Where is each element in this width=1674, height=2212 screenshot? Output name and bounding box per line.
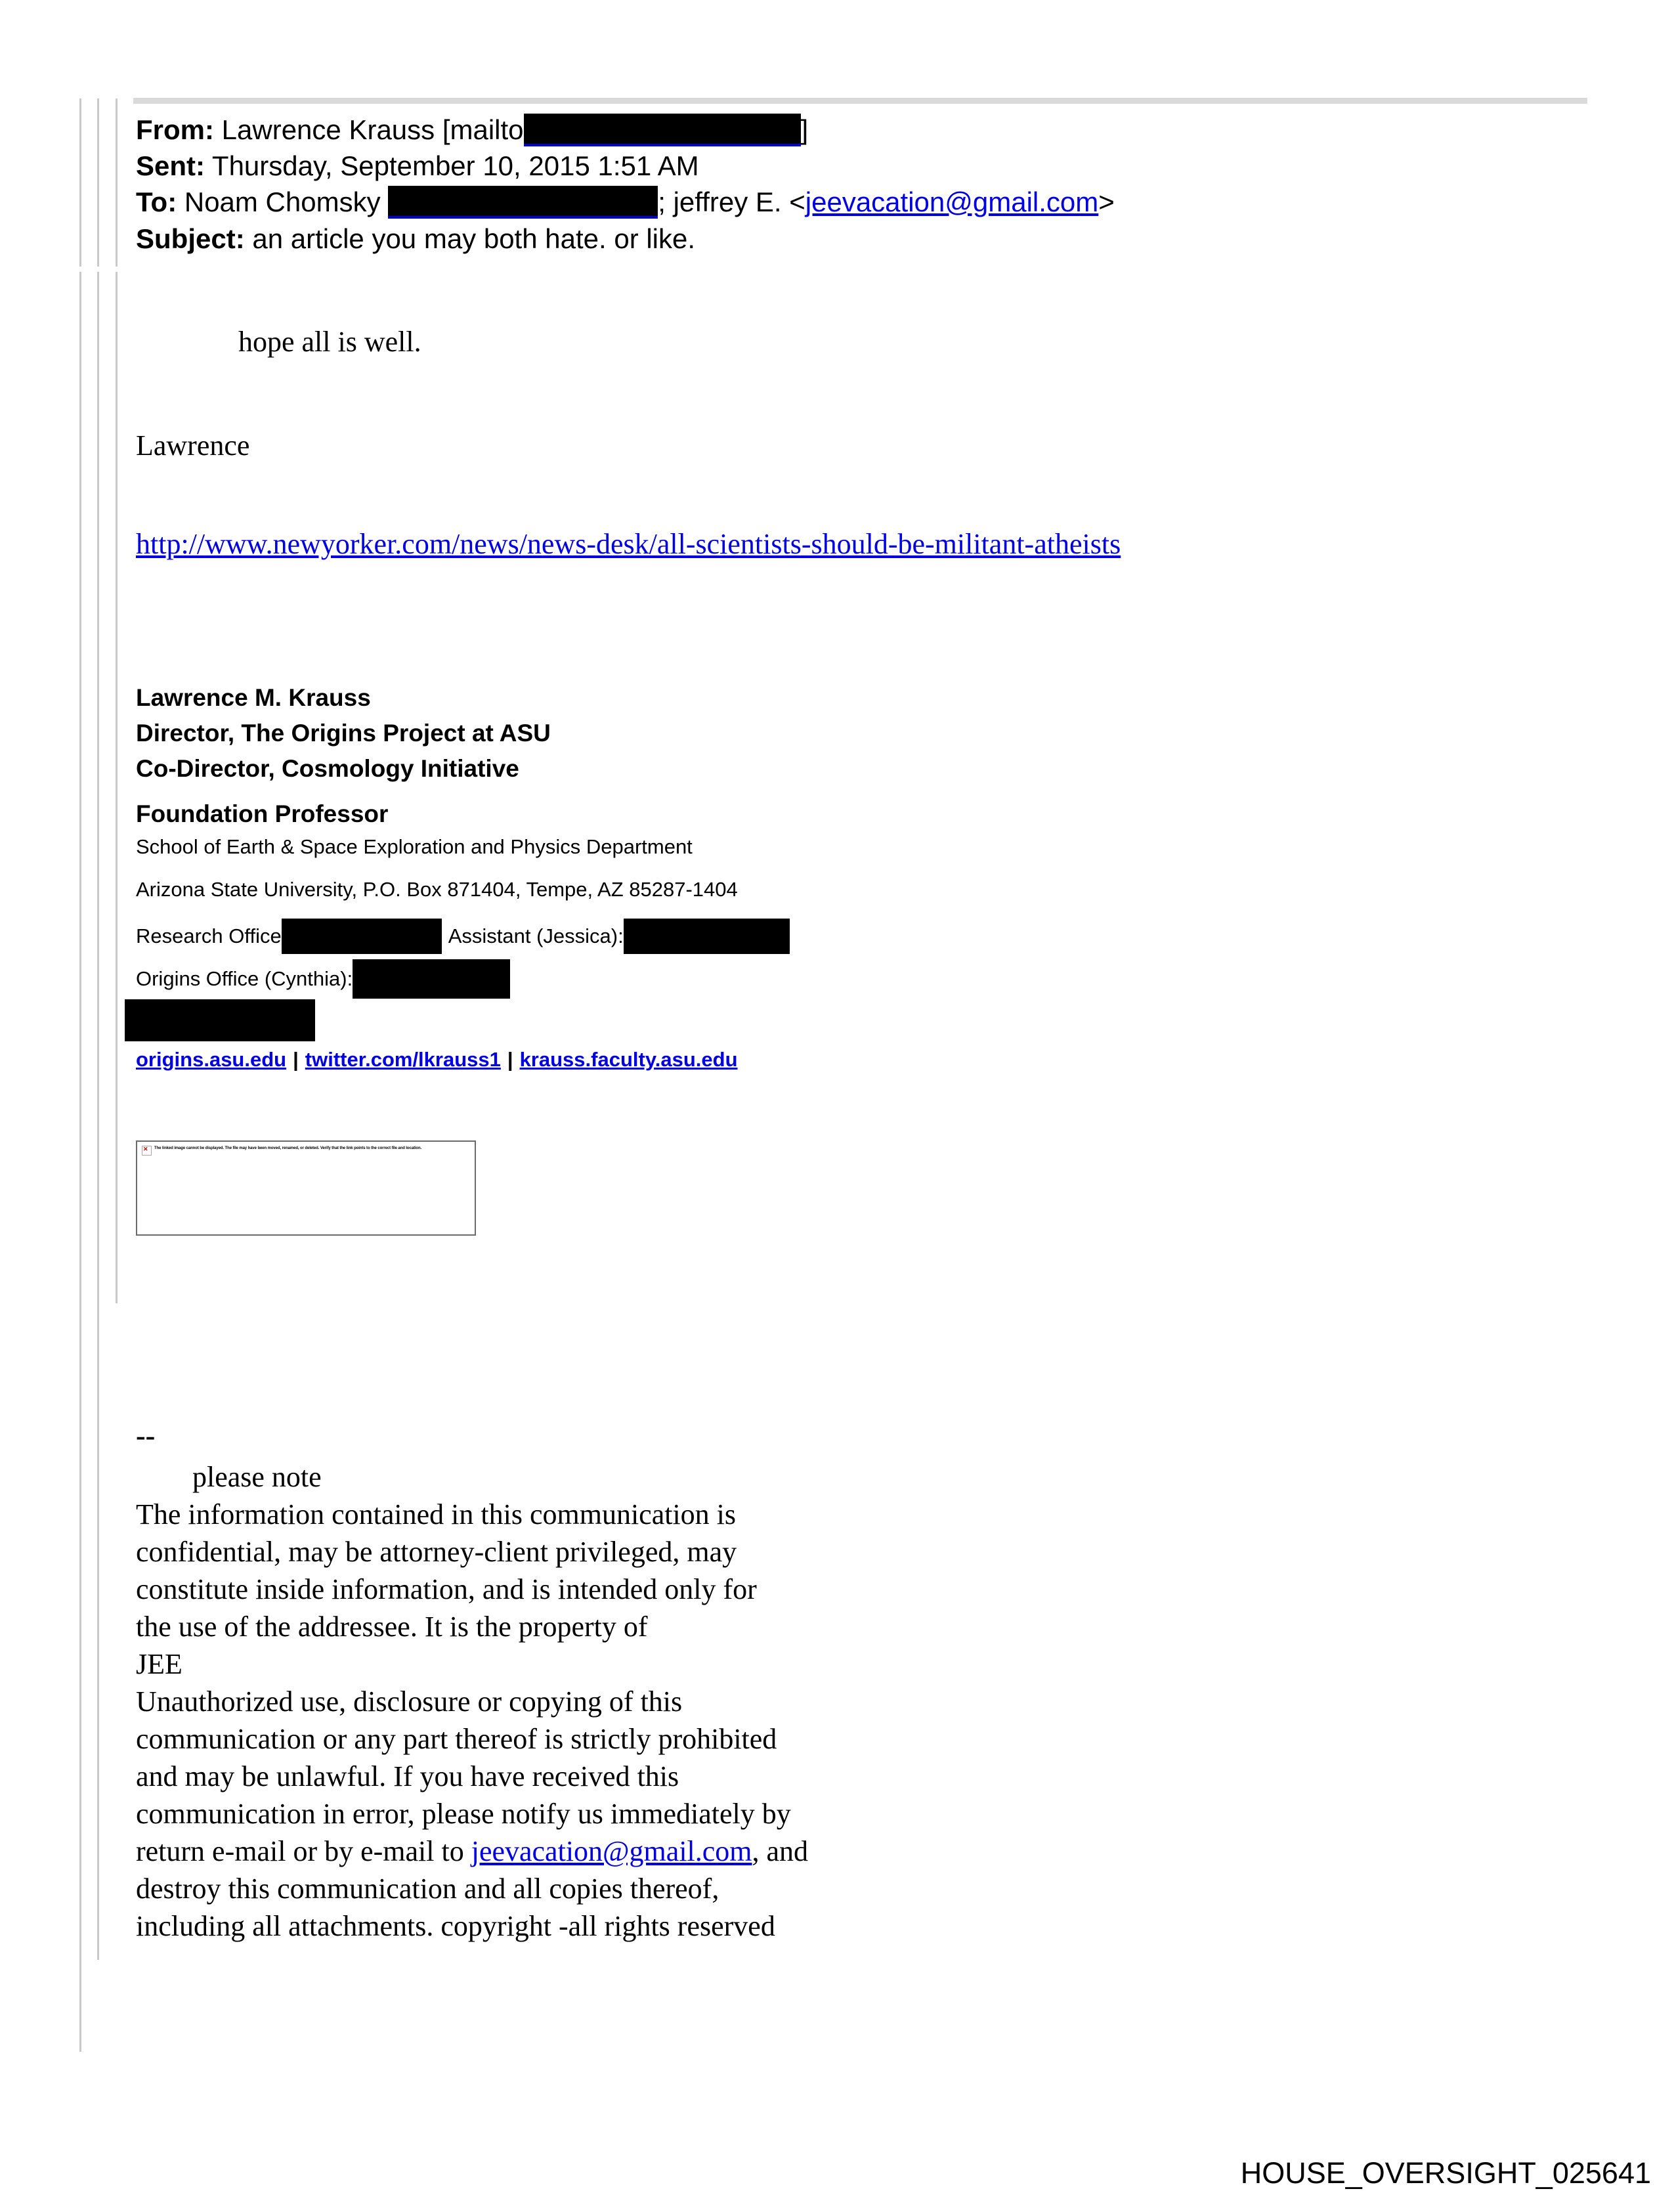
disclaimer-email-pre: return e-mail or by e-mail to [136, 1835, 471, 1867]
to-close-text: > [1098, 186, 1115, 217]
quote-bar-middle [97, 272, 99, 1960]
signature-address: Arizona State University, P.O. Box 871404, Tempe, AZ 85287-1404 [136, 878, 738, 901]
signature-name: Lawrence M. Krauss [136, 684, 371, 711]
signature-research-row [136, 918, 790, 955]
body-signoff: Lawrence [136, 429, 250, 462]
from-value: Lawrence Krauss [mailto [214, 114, 524, 145]
disclaimer-line: the use of the addressee. It is the property of [136, 1611, 648, 1643]
to-mid-text: ; jeffrey E. < [658, 186, 805, 217]
subject-label: Subject: [136, 223, 245, 254]
disclaimer-line: constitute inside information, and is intended only for [136, 1573, 757, 1605]
signature-origins-row [136, 959, 510, 999]
disclaimer-note: please note [192, 1461, 322, 1493]
disclaimer-email-line [136, 1832, 808, 1870]
disclaimer-line: communication in error, please notify us immediately by [136, 1798, 791, 1830]
redaction-box [624, 919, 790, 954]
redaction-box [388, 186, 658, 219]
notify-email-link[interactable]: jeevacation@gmail.com [471, 1835, 752, 1867]
disclaimer-line: The information contained in this communication is [136, 1498, 737, 1530]
from-value-close: ] [800, 114, 809, 145]
disclaimer-block [136, 1496, 808, 1945]
assistant-label: Assistant (Jessica): [448, 924, 624, 947]
broken-image-row [142, 1146, 470, 1156]
subject-value: an article you may both hate. or like. [244, 223, 696, 254]
twitter-link[interactable]: twitter.com/lkrauss1 [305, 1048, 501, 1071]
disclaimer-line: including all attachments. copyright -all rights reserved [136, 1910, 775, 1942]
broken-image-message: The linked image cannot be displayed. The file may have been moved, renamed, or deleted. Verify that the link points to the correct file and location. [154, 1146, 422, 1150]
signature-department: School of Earth & Space Exploration and Physics Department [136, 835, 693, 858]
quote-bar-middle [97, 98, 99, 267]
disclaimer-line: confidential, may be attorney-client privileged, may [136, 1536, 737, 1568]
disclaimer-line: and may be unlawful. If you have received this [136, 1760, 679, 1792]
disclaimer-line: JEE [136, 1648, 182, 1680]
header-sent-line [136, 149, 699, 183]
disclaimer-line: Unauthorized use, disclosure or copying of this [136, 1685, 683, 1718]
faculty-page-link[interactable]: krauss.faculty.asu.edu [519, 1048, 738, 1071]
body-greeting: hope all is well. [238, 326, 421, 358]
redaction-box [524, 114, 801, 146]
header-to-line [136, 185, 1115, 219]
quote-bar-outer [79, 98, 81, 267]
signature-title-professor: Foundation Professor [136, 800, 389, 827]
signature-links-row [136, 1047, 738, 1073]
broken-image-placeholder [136, 1140, 476, 1236]
article-link[interactable]: http://www.newyorker.com/news/news-desk/all-scientists-should-be-militant-atheists [136, 528, 1121, 560]
disclaimer-email-post: , and [752, 1835, 809, 1867]
to-value: Noam Chomsky [177, 186, 389, 217]
signature-title-codirector: Co-Director, Cosmology Initiative [136, 755, 519, 782]
from-label: From: [136, 114, 214, 145]
link-separator: | [293, 1048, 299, 1071]
recipient-email-link[interactable]: jeevacation@gmail.com [805, 186, 1099, 217]
quote-bar-outer [79, 272, 81, 2052]
origins-site-link[interactable]: origins.asu.edu [136, 1048, 287, 1071]
link-separator: | [507, 1048, 513, 1071]
quote-bar-inner [116, 98, 118, 267]
red-x-icon [142, 1146, 152, 1156]
redaction-box [353, 959, 510, 999]
redaction-box [282, 919, 442, 954]
origins-office-label: Origins Office (Cynthia): [136, 967, 353, 990]
header-divider [133, 98, 1587, 104]
redaction-box [125, 999, 315, 1041]
header-subject-line [136, 222, 695, 256]
sent-label: Sent: [136, 150, 205, 181]
disclaimer-line: destroy this communication and all copies thereof, [136, 1873, 719, 1905]
signature-delimiter: -- [136, 1420, 156, 1452]
bates-stamp: HOUSE_OVERSIGHT_025641 [1240, 2156, 1651, 2190]
quote-bar-inner [116, 272, 118, 1303]
header-from-line [136, 113, 808, 147]
research-office-label: Research Office [136, 924, 282, 947]
signature-title-director: Director, The Origins Project at ASU [136, 720, 551, 747]
sent-value: Thursday, September 10, 2015 1:51 AM [205, 150, 699, 181]
disclaimer-line: communication or any part thereof is strictly prohibited [136, 1723, 777, 1755]
to-label: To: [136, 186, 177, 217]
